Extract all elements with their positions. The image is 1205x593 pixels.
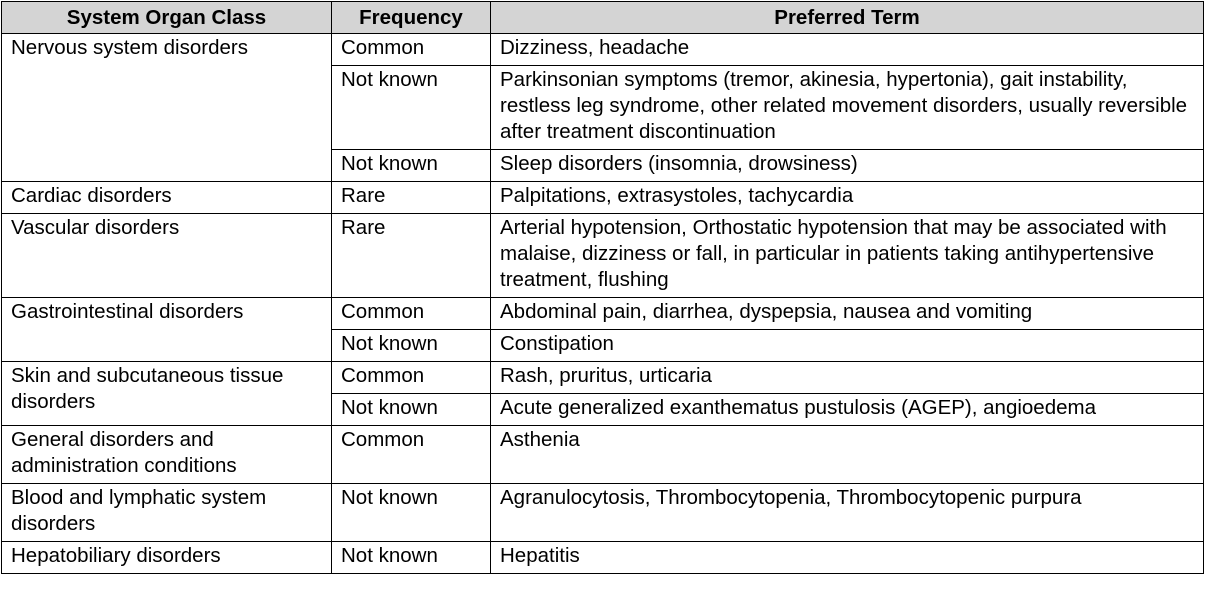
table-row <box>2 298 1204 330</box>
frequency-cell: Rare <box>332 214 491 298</box>
table-row <box>2 214 1204 298</box>
header-row <box>2 2 1204 34</box>
table-row <box>2 362 1204 394</box>
term-cell: Arterial hypotension, Orthostatic hypotension that may be associated with malaise, dizziness or fall, in particular in patients taking antihypertensive treatment, flushing <box>491 214 1204 298</box>
frequency-cell: Common <box>332 426 491 484</box>
soc-cell: Hepatobiliary disorders <box>2 542 332 574</box>
term-cell: Abdominal pain, diarrhea, dyspepsia, nausea and vomiting <box>491 298 1204 330</box>
table-row <box>2 542 1204 574</box>
soc-cell: General disorders and administration conditions <box>2 426 332 484</box>
frequency-cell: Common <box>332 298 491 330</box>
frequency-cell: Not known <box>332 66 491 150</box>
frequency-cell: Common <box>332 362 491 394</box>
term-cell: Agranulocytosis, Thrombocytopenia, Thrombocytopenic purpura <box>491 484 1204 542</box>
term-cell: Parkinsonian symptoms (tremor, akinesia, hypertonia), gait instability, restless leg syndrome, other related movement disorders, usually reversible after treatment discontinuation <box>491 66 1204 150</box>
term-cell: Hepatitis <box>491 542 1204 574</box>
table-row <box>2 426 1204 484</box>
frequency-cell: Not known <box>332 484 491 542</box>
term-cell: Acute generalized exanthematus pustulosis (AGEP), angioedema <box>491 394 1204 426</box>
frequency-cell: Not known <box>332 394 491 426</box>
frequency-cell: Rare <box>332 182 491 214</box>
soc-cell: Nervous system disorders <box>2 34 332 182</box>
term-cell: Dizziness, headache <box>491 34 1204 66</box>
term-cell: Palpitations, extrasystoles, tachycardia <box>491 182 1204 214</box>
header-frequency: Frequency <box>332 2 491 34</box>
soc-cell: Cardiac disorders <box>2 182 332 214</box>
header-preferred-term: Preferred Term <box>491 2 1204 34</box>
soc-cell: Vascular disorders <box>2 214 332 298</box>
header-system-organ-class: System Organ Class <box>2 2 332 34</box>
soc-cell: Skin and subcutaneous tissue disorders <box>2 362 332 426</box>
soc-cell: Blood and lymphatic system disorders <box>2 484 332 542</box>
frequency-cell: Not known <box>332 542 491 574</box>
table-row <box>2 484 1204 542</box>
table-row <box>2 182 1204 214</box>
table-row <box>2 34 1204 66</box>
frequency-cell: Common <box>332 34 491 66</box>
term-cell: Asthenia <box>491 426 1204 484</box>
soc-cell: Gastrointestinal disorders <box>2 298 332 362</box>
term-cell: Rash, pruritus, urticaria <box>491 362 1204 394</box>
adverse-reactions-table <box>1 1 1204 574</box>
term-cell: Constipation <box>491 330 1204 362</box>
term-cell: Sleep disorders (insomnia, drowsiness) <box>491 150 1204 182</box>
frequency-cell: Not known <box>332 150 491 182</box>
frequency-cell: Not known <box>332 330 491 362</box>
